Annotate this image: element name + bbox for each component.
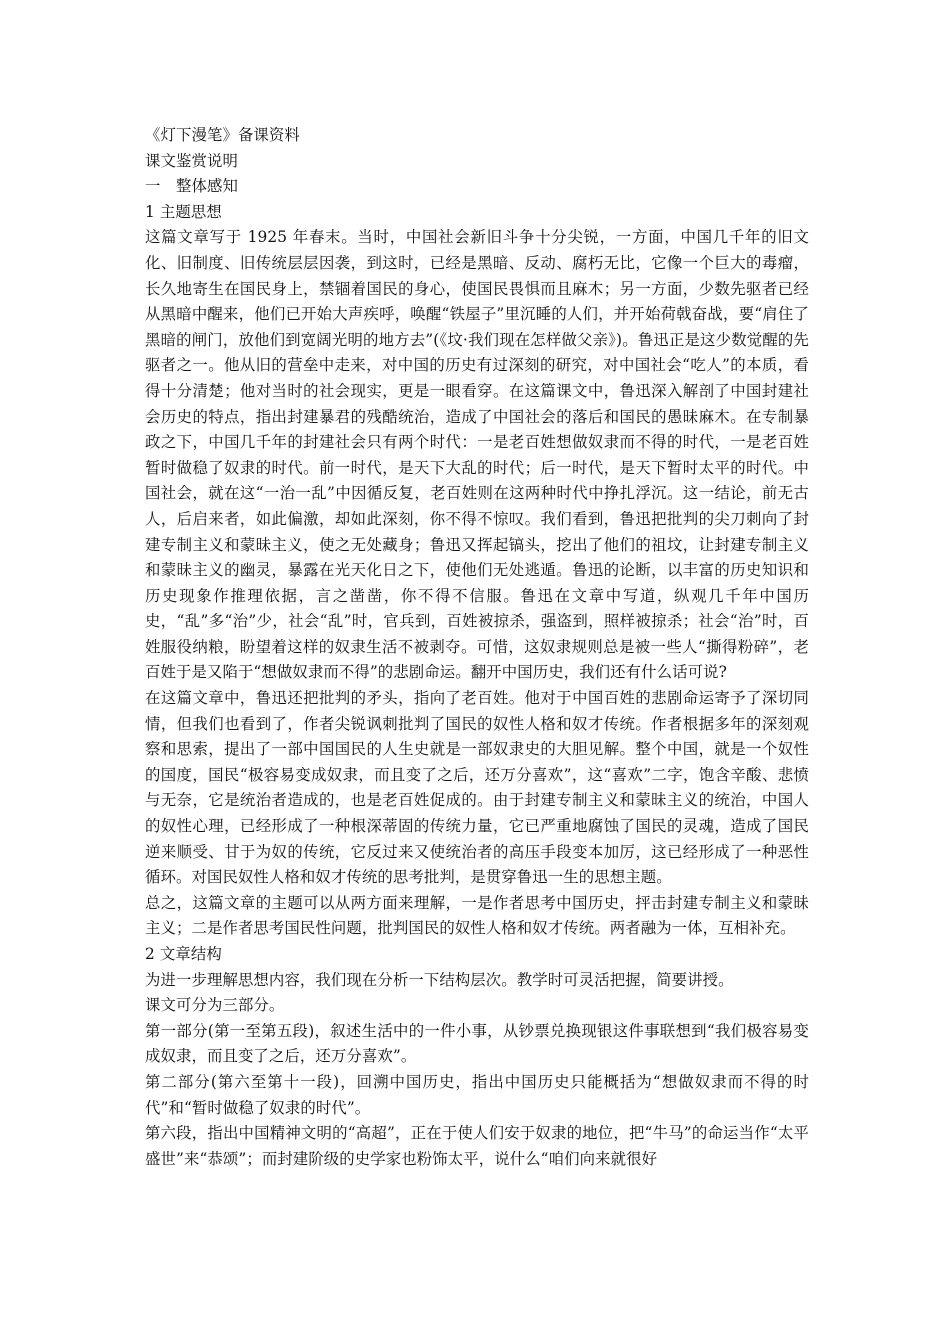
paragraph: 第一部分(第一至第五段)，叙述生活中的一件小事，从钞票兑换现银这件事联想到“我们极容易变成奴隶，而且变了之后，还万分喜欢”。: [145, 1021, 809, 1066]
paragraph: 为进一步理解思想内容，我们现在分析一下结构层次。教学时可灵活把握，简要讲授。: [145, 970, 734, 989]
structure-heading: 2 文章结构: [145, 945, 222, 963]
paragraph: 第六段，指出中国精神文明的“高超”，正在于使人们安于奴隶的地位，把“牛马”的命运当作“太平盛世”来“恭颂”；而封建阶级的史学家也粉饰太平，说什么“咱们向来就很好: [145, 1124, 809, 1168]
paragraph: 在这篇文章中，鲁迅还把批判的矛头，指向了老百姓。他对于中国百姓的悲剧命运寄予了深切同情，但我们也看到了，作者尖锐讽刺批判了国民的奴性人格和奴才传统。作者根据多年的深刻观察和思索，提出了一部中国国民的人生史就是一部奴隶史的大胆见解。整个中国，就是一个奴性的国度，国民“极容易变成奴隶，而且变了之后，还万分喜欢”，这“喜欢”二字，饱含辛酸、悲愤与无奈，它是统治者造成的，也是老百姓促成的。由于封建专制主义和蒙昧主义的统治，中国人的奴性心理，已经形成了一种根深蒂固的传统力量，它已严重地腐蚀了国民的灵魂，造成了国民逆来顺受、甘于为奴的传统，它反过来又使统治者的高压手段变本加厉，这已经形成了一种恶性循环。对国民奴性人格和奴才传统的思考批判，是贯穿鲁迅一生的思想主题。: [145, 689, 809, 887]
document-title: 《灯下漫笔》备课资料: [145, 126, 300, 144]
document-body: [145, 123, 809, 1172]
theme-heading: 1 主题思想: [145, 202, 222, 221]
paragraph: 总之，这篇文章的主题可以从两方面来理解，一是作者思考中国历史，抨击封建专制主义和蒙昧主义；二是作者思考国民性问题，批判国民的奴性人格和奴才传统。两者融为一体，互相补充。: [145, 893, 809, 938]
section-heading: 课文鉴赏说明: [145, 151, 238, 170]
subsection-heading: 一 整体感知: [145, 177, 238, 196]
paragraph: 课文可分为三部分。: [145, 996, 285, 1015]
paragraph: 这篇文章写于 1925 年春末。当时，中国社会新旧斗争十分尖锐，一方面，中国几千年的旧文化、旧制度、旧传统层层因袭，到这时，已经是黑暗、反动、腐朽无比，它像一个巨大的毒瘤，长久地寄生在国民身上，禁锢着国民的身心，使国民畏惧而且麻木；另一方面，少数先驱者已经从黑暗中醒来，他们已开始大声疾呼，唤醒“铁屋子”里沉睡的人们，并开始荷戟奋战，要“肩住了黑暗的闸门，放他们到宽阔光明的地方去”(《坟·我们现在怎样做父亲》)。鲁迅正是这少数觉醒的先驱者之一。他从旧的营垒中走来，对中国的历史有过深刻的研究，对中国社会“吃人”的本质，看得十分清楚；他对当时的社会现实，更是一眼看穿。在这篇课文中，鲁迅深入解剖了中国封建社会历史的特点，指出封建暴君的残酷统治，造成了中国社会的落后和国民的愚昧麻木。在专制暴政之下，中国几千年的封建社会只有两个时代：一是老百姓想做奴隶而不得的时代，一是老百姓暂时做稳了奴隶的时代。前一时代，是天下大乱的时代；后一时代，是天下暂时太平的时代。中国社会，就在这“一治一乱”中因循反复，老百姓则在这两种时代中挣扎浮沉。这一结论，前无古人，后启来者，如此偏激，却如此深刻，你不得不惊叹。我们看到，鲁迅把批判的尖刀刺向了封建专制主义和蒙昧主义，使之无处藏身；鲁迅又挥起镐头，挖出了他们的祖坟，让封建专制主义和蒙昧主义的幽灵，暴露在光天化日之下，使他们无处逃遁。鲁迅的论断，以丰富的历史知识和历史现象作推理依据，言之凿凿，你不得不信服。鲁迅在文章中写道，纵观几千年中国历史，“乱”多“治”少，社会“乱”时，官兵到，百姓被掠杀，强盗到，照样被掠杀；社会“治”时，百姓服役纳粮，盼望着这样的奴隶生活不被剥夺。可惜，这奴隶规则总是被一些人“撕得粉碎”，老百姓于是又陷于“想做奴隶而不得”的悲剧命运。翻开中国历史，我们还有什么话可说?: [145, 228, 809, 682]
paragraph: 第二部分(第六至第十一段)，回溯中国历史，指出中国历史只能概括为“想做奴隶而不得的时代”和“暂时做稳了奴隶的时代”。: [145, 1072, 809, 1117]
